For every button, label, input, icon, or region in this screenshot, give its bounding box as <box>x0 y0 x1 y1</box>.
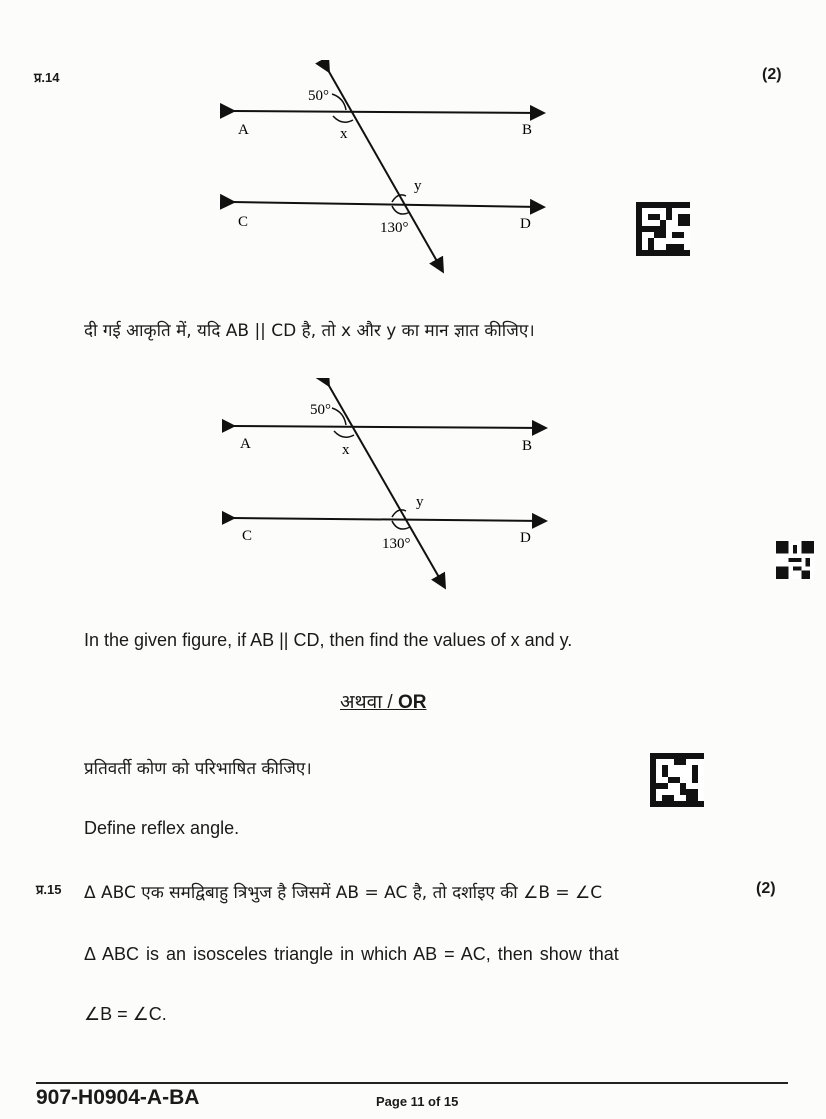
qr-code-1 <box>636 202 690 261</box>
label-50-degree-2: 50° <box>310 402 331 418</box>
or-english: OR <box>397 692 427 713</box>
label-b-2: B <box>522 438 533 454</box>
paper-code: 907-H0904-A-BA <box>36 1086 200 1109</box>
label-b: B <box>522 122 533 138</box>
label-50-degree: 50° <box>308 88 329 104</box>
question-marks-14: (2) <box>762 66 782 83</box>
label-c: C <box>238 214 249 230</box>
question-number-15: प्र.15 <box>36 882 62 897</box>
alternative-english-text: Define reflex angle. <box>84 818 240 838</box>
or-hindi: अथवा / <box>340 692 398 713</box>
question-14-english-text: In the given figure, if AB || CD, then find the values of x and y. <box>84 630 573 650</box>
label-y: y <box>414 178 422 194</box>
label-130-degree: 130° <box>380 220 409 236</box>
question-number-14: प्र.14 <box>34 70 60 85</box>
or-separator <box>340 688 426 714</box>
question-15-hindi-text: Δ ABC एक समद्विबाहु त्रिभुज है जिसमें AB = AC है, तो दर्शाइए की ∠B = ∠C <box>84 883 603 903</box>
question-15-english-line-2: ∠B = ∠C. <box>84 1004 167 1024</box>
parallel-lines-figure-hindi <box>220 60 560 285</box>
footer-divider <box>36 1082 788 1084</box>
label-a: A <box>238 122 249 138</box>
label-c-2: C <box>242 528 253 544</box>
parallel-lines-figure-english <box>222 378 562 598</box>
qr-code-3 <box>650 752 704 813</box>
label-130-degree-2: 130° <box>382 536 411 552</box>
question-marks-15: (2) <box>756 880 776 897</box>
label-a-2: A <box>240 436 251 452</box>
qr-code-2 <box>776 541 814 584</box>
label-y-2: y <box>416 494 424 510</box>
label-d-2: D <box>520 530 531 546</box>
question-15-english-line-1: Δ ABC is an isosceles triangle in which AB = AC, then show that <box>84 944 619 964</box>
page-number: Page 11 of 15 <box>376 1094 459 1109</box>
label-d: D <box>520 216 531 232</box>
label-x-2: x <box>342 442 350 458</box>
alternative-hindi-text: प्रतिवर्ती कोण को परिभाषित कीजिए। <box>84 759 312 779</box>
label-x: x <box>340 126 348 142</box>
question-14-hindi-text: दी गई आकृति में, यदि AB || CD है, तो x और y का मान ज्ञात कीजिए। <box>84 321 535 341</box>
